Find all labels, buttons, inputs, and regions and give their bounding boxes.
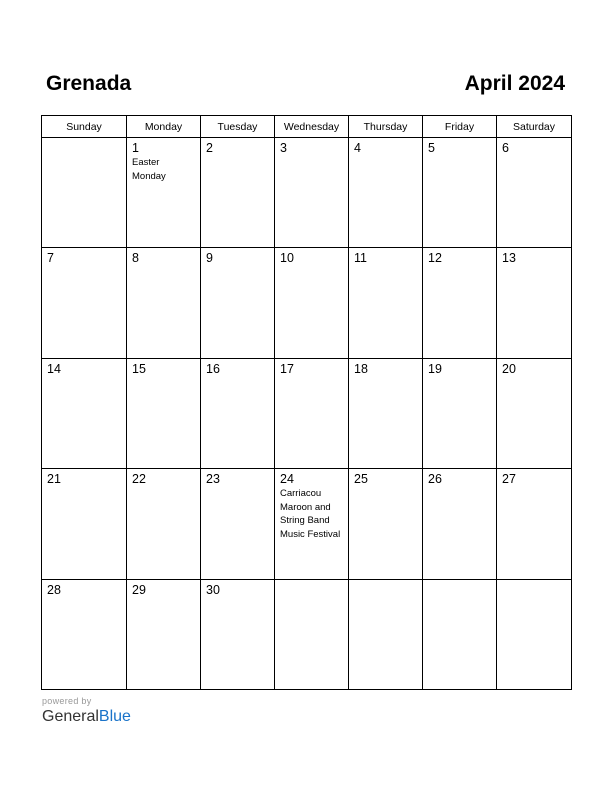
week-row <box>42 358 572 468</box>
day-number: 20 <box>502 361 516 376</box>
day-cell <box>42 248 127 358</box>
day-cell <box>275 248 349 358</box>
country-title: Grenada <box>46 72 132 95</box>
day-number: 9 <box>206 251 213 266</box>
day-number: 1 <box>132 141 139 155</box>
day-cell <box>42 469 127 579</box>
day-number: 16 <box>206 361 220 376</box>
day-cell <box>497 138 572 248</box>
day-number: 23 <box>206 472 220 487</box>
day-cell <box>497 248 572 358</box>
weekday-wednesday: Wednesday <box>275 116 349 138</box>
weekday-monday: Monday <box>127 116 201 138</box>
day-cell <box>497 469 572 579</box>
day-cell <box>349 358 423 468</box>
day-number: 12 <box>428 251 442 266</box>
day-cell <box>423 248 497 358</box>
weekday-header-row <box>42 116 572 138</box>
day-number: 21 <box>47 472 61 487</box>
powered-by-text: powered by <box>42 696 92 706</box>
week-row <box>42 138 572 248</box>
day-cell <box>349 248 423 358</box>
day-number: 28 <box>47 582 61 597</box>
logo-blue: Blue <box>98 708 131 725</box>
generalblue-logo[interactable] <box>42 707 131 727</box>
day-cell <box>423 469 497 579</box>
day-number: 13 <box>502 251 516 266</box>
day-cell <box>497 579 572 689</box>
day-number: 17 <box>280 361 294 376</box>
week-row <box>42 248 572 358</box>
month-title: April 2024 <box>464 72 565 95</box>
day-number: 11 <box>354 251 367 266</box>
day-number: 15 <box>132 361 146 376</box>
day-number: 14 <box>47 361 61 376</box>
weekday-friday: Friday <box>423 116 497 138</box>
day-number: 30 <box>206 582 220 597</box>
day-cell <box>349 579 423 689</box>
day-number: 18 <box>354 361 368 376</box>
day-cell <box>127 358 201 468</box>
calendar-grid <box>41 115 572 690</box>
day-number: 25 <box>354 472 368 487</box>
holiday-label: Carriacou Maroon and String Band Music Festival <box>280 488 341 540</box>
weekday-saturday: Saturday <box>497 116 572 138</box>
day-number: 3 <box>280 141 287 155</box>
day-cell <box>42 138 127 248</box>
day-cell <box>127 248 201 358</box>
day-cell <box>275 358 349 468</box>
day-cell <box>201 579 275 689</box>
day-number: 7 <box>47 251 54 266</box>
week-row <box>42 469 572 579</box>
weekday-sunday: Sunday <box>42 116 127 138</box>
footer <box>42 695 131 727</box>
holiday-label: Easter Monday <box>132 157 166 182</box>
day-cell <box>349 469 423 579</box>
day-number: 29 <box>132 582 146 597</box>
day-number: 4 <box>354 141 361 155</box>
day-number: 6 <box>502 141 509 155</box>
day-cell <box>423 579 497 689</box>
logo-general: General <box>42 708 99 725</box>
day-cell <box>127 138 201 248</box>
week-row <box>42 579 572 689</box>
day-number: 22 <box>132 472 146 487</box>
day-cell <box>201 138 275 248</box>
day-number: 8 <box>132 251 139 266</box>
day-cell <box>349 138 423 248</box>
day-cell <box>423 358 497 468</box>
day-cell <box>201 469 275 579</box>
day-number: 24 <box>280 472 294 487</box>
day-cell <box>201 358 275 468</box>
day-number: 5 <box>428 141 435 155</box>
day-number: 27 <box>502 472 516 487</box>
day-cell <box>275 138 349 248</box>
weekday-thursday: Thursday <box>349 116 423 138</box>
day-cell <box>497 358 572 468</box>
day-number: 2 <box>206 141 213 155</box>
day-cell <box>275 579 349 689</box>
calendar-body <box>42 138 572 690</box>
day-cell <box>201 248 275 358</box>
day-number: 10 <box>280 251 294 266</box>
day-number: 26 <box>428 472 442 487</box>
day-cell <box>275 469 349 579</box>
weekday-tuesday: Tuesday <box>201 116 275 138</box>
day-cell <box>127 469 201 579</box>
day-cell <box>42 358 127 468</box>
day-cell <box>127 579 201 689</box>
day-cell <box>42 579 127 689</box>
day-cell <box>423 138 497 248</box>
day-number: 19 <box>428 361 442 376</box>
